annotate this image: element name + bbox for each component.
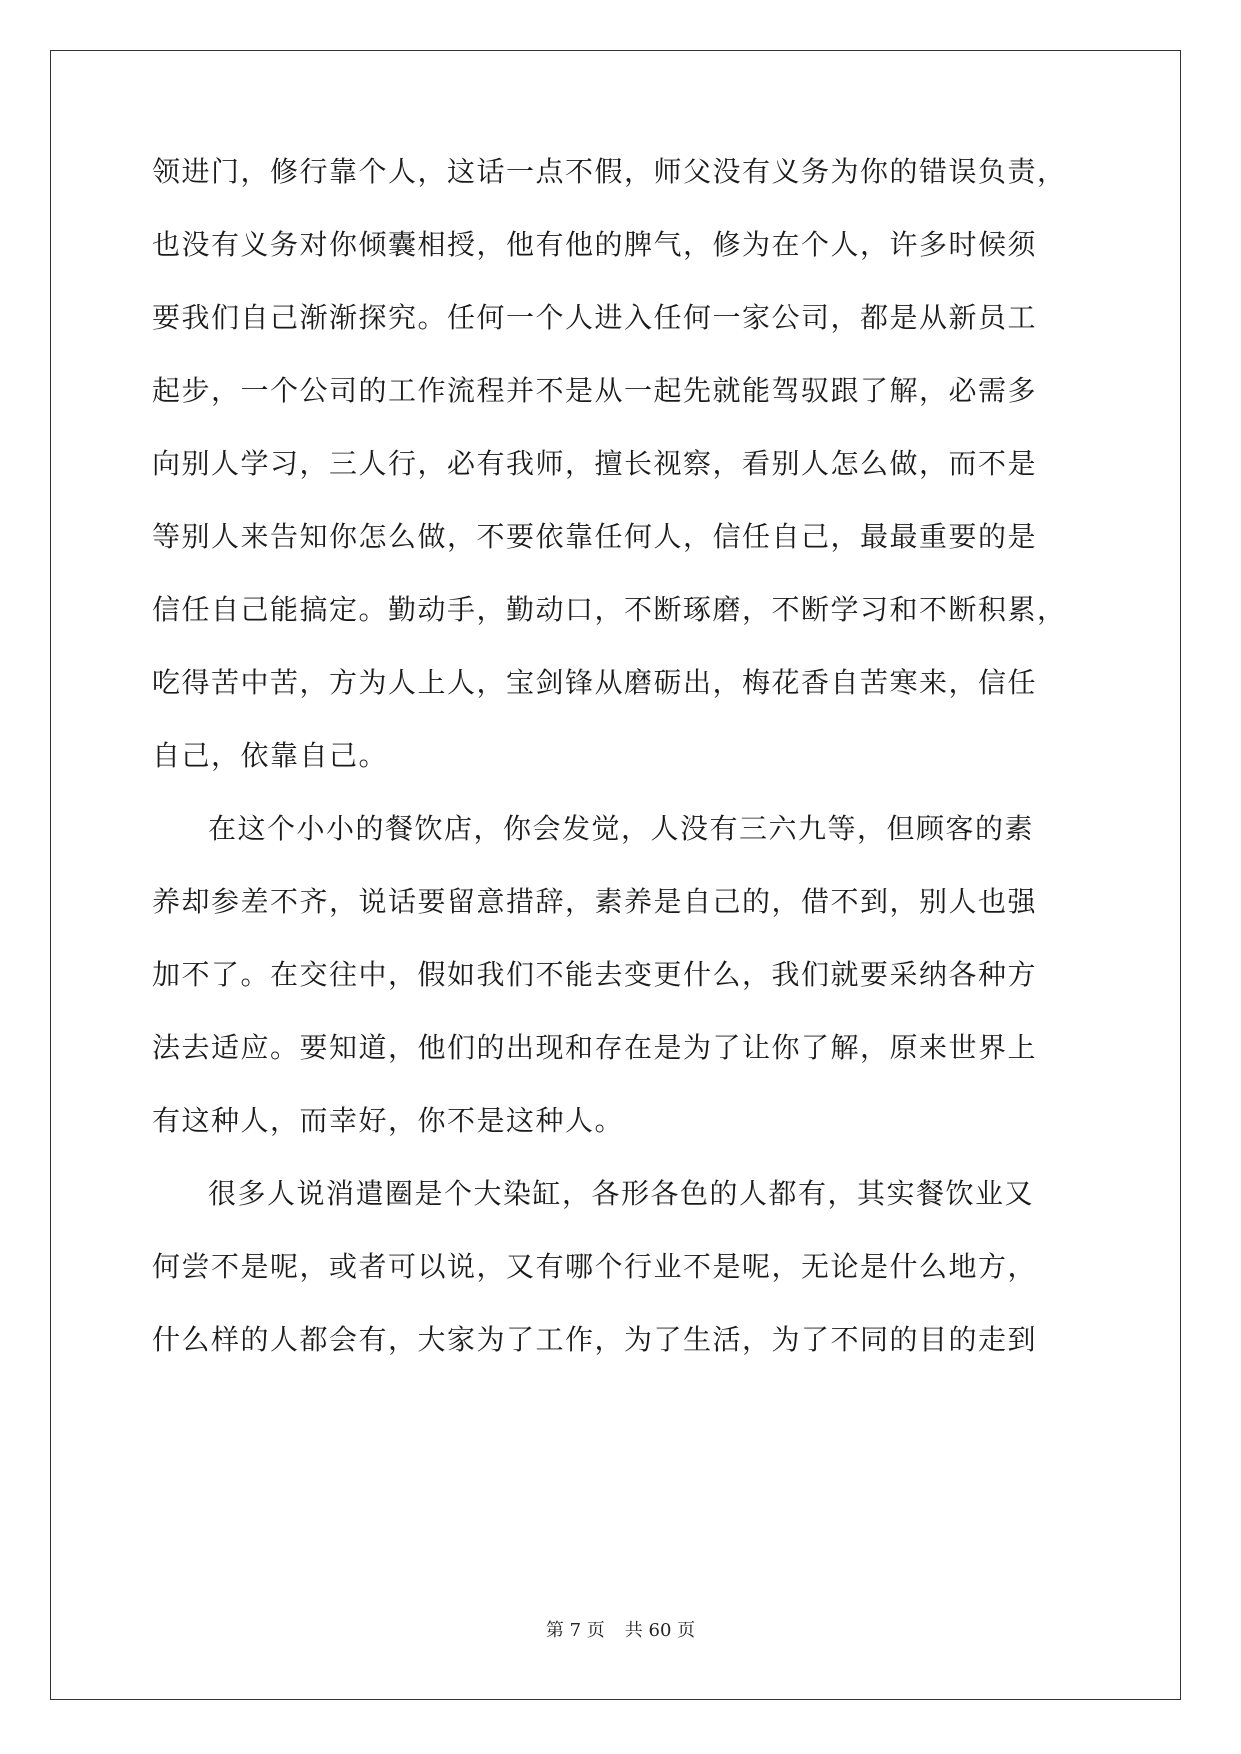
text-line: 什么样的人都会有，大家为了工作，为了生活，为了不同的目的走到 bbox=[152, 1323, 1038, 1356]
paragraph-first-line: 在这个小小的餐饮店，你会发觉，人没有三六九等，但顾客的素 bbox=[208, 812, 1035, 845]
paragraph-first-line: 很多人说消遣圈是个大染缸，各形各色的人都有，其实餐饮业又 bbox=[208, 1177, 1035, 1210]
text-line: 要我们自己渐渐探究。任何一个人进入任何一家公司，都是从新员工 bbox=[152, 301, 1038, 334]
text-line: 吃得苦中苦，方为人上人，宝剑锋从磨砺出，梅花香自苦寒来，信任 bbox=[152, 666, 1038, 699]
page-frame bbox=[50, 50, 1181, 1700]
text-line: 起步，一个公司的工作流程并不是从一起先就能驾驭跟了解，必需多 bbox=[152, 374, 1038, 407]
text-line: 信任自己能搞定。勤动手，勤动口，不断琢磨，不断学习和不断积累， bbox=[152, 593, 1067, 626]
page-number: 第 7 页 bbox=[545, 1620, 605, 1641]
text-line: 有这种人，而幸好，你不是这种人。 bbox=[152, 1104, 625, 1137]
page-total: 共 60 页 bbox=[624, 1620, 696, 1641]
page-footer bbox=[0, 1616, 1241, 1642]
text-line: 何尝不是呢，或者可以说，又有哪个行业不是呢，无论是什么地方， bbox=[152, 1250, 1038, 1283]
text-line: 法去适应。要知道，他们的出现和存在是为了让你了解，原来世界上 bbox=[152, 1031, 1038, 1064]
text-line: 加不了。在交往中，假如我们不能去变更什么，我们就要采纳各种方 bbox=[152, 958, 1038, 991]
text-line: 也没有义务对你倾囊相授，他有他的脾气，修为在个人，许多时候须 bbox=[152, 228, 1038, 261]
text-line: 自己，依靠自己。 bbox=[152, 739, 389, 772]
text-line: 领进门，修行靠个人，这话一点不假，师父没有义务为你的错误负责， bbox=[152, 155, 1067, 188]
text-line: 向别人学习，三人行，必有我师，擅长视察，看别人怎么做，而不是 bbox=[152, 447, 1038, 480]
text-line: 养却参差不齐，说话要留意措辞，素养是自己的，借不到，别人也强 bbox=[152, 885, 1038, 918]
text-line: 等别人来告知你怎么做，不要依靠任何人，信任自己，最最重要的是 bbox=[152, 520, 1038, 553]
